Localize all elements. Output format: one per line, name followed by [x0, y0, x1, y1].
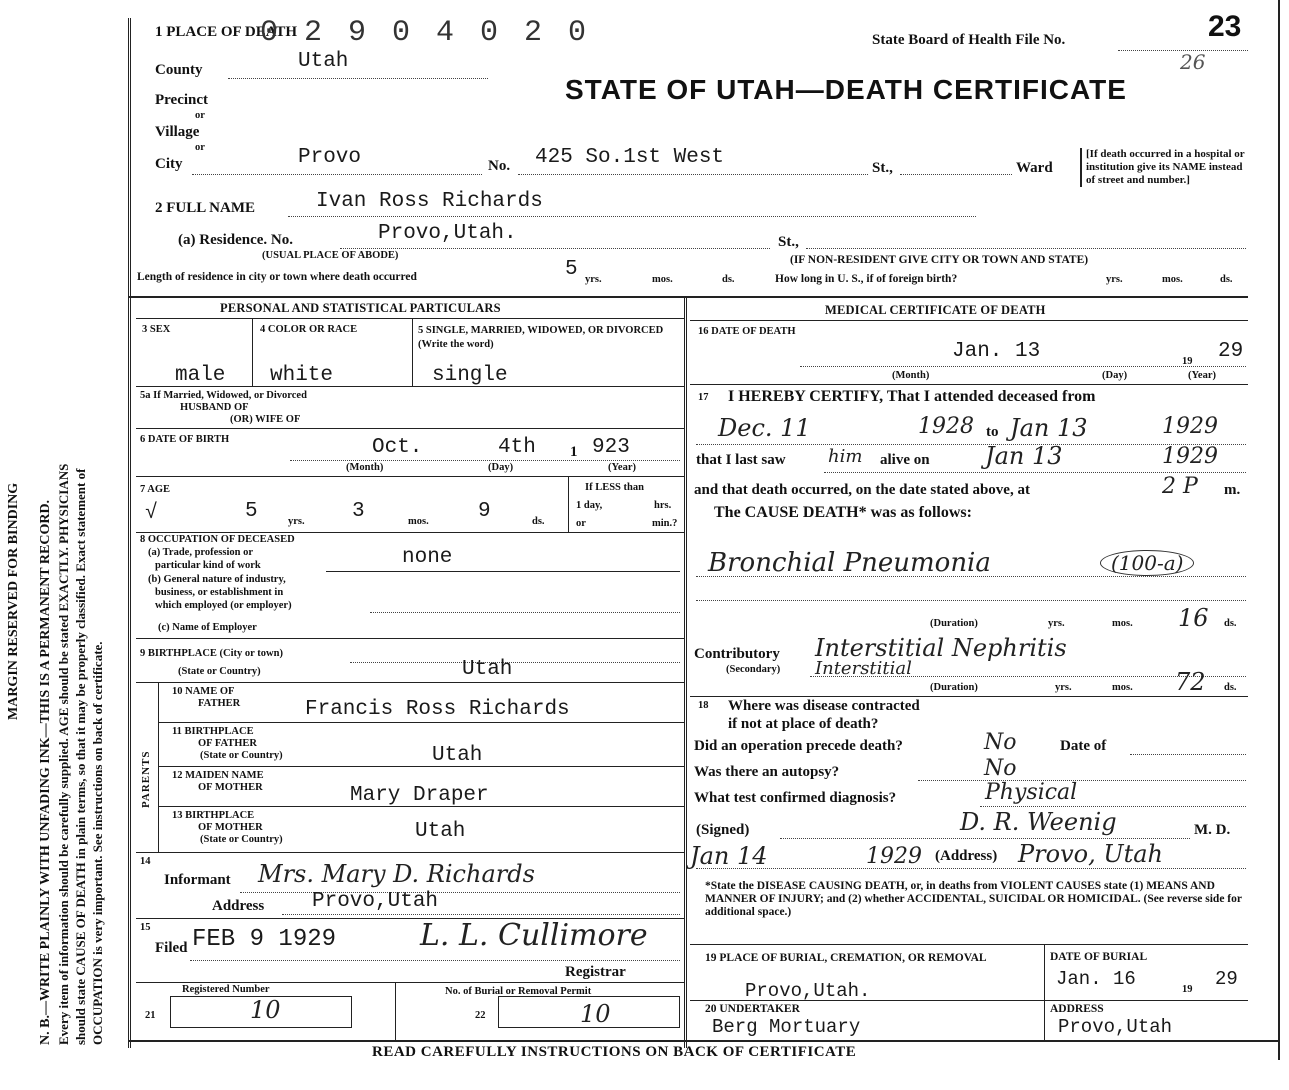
row-line-6 [136, 638, 684, 639]
full-name-value: Ivan Ross Richards [316, 190, 543, 213]
occupation-line [326, 571, 680, 572]
city-label: City [155, 156, 183, 172]
dob-day-caption: (Day) [488, 462, 514, 473]
residence-st-line [806, 248, 1246, 249]
age-label: 7 AGE [140, 484, 171, 495]
father-birthplace-label-2: OF FATHER [198, 738, 258, 749]
mother-label-1: 12 MAIDEN NAME [172, 770, 264, 781]
burial-place-value: Provo,Utah. [745, 980, 871, 1002]
occupation-c: (c) Name of Employer [158, 622, 257, 633]
row-line-11 [136, 852, 684, 853]
burial-permit-value: 10 [580, 1000, 611, 1028]
no-label: No. [488, 158, 511, 174]
cause-footnote: *State the DISEASE CAUSING DEATH, or, in deaths from VIOLENT CAUSES state (1) MEANS AND MANNER OF INJURY; and (2) whether ACCIDENTAL, SUICIDAL OR HOMICIDAL. (See reverse side for additional space.) [705, 880, 1242, 918]
med-row-line-3 [690, 696, 1248, 697]
margin-nb-line-4: OCCUPATION is very important. See instructions on back of certificate. [90, 641, 105, 1045]
row-line-1 [136, 318, 684, 319]
last-saw-label: that I last saw [696, 452, 786, 468]
hospital-note: [If death occurred in a hospital or institution give its NAME instead of street and number.] [1080, 148, 1254, 187]
physician-signature: D. R. Weenig [960, 808, 1117, 836]
dob-year: 923 [592, 436, 630, 459]
usual-abode-caption: (USUAL PLACE OF ABODE) [262, 250, 399, 261]
cause-value: Bronchial Pneumonia [708, 548, 991, 578]
length-residence-label: Length of residence in city or town where death occurred [137, 271, 417, 283]
informant-label: Informant [164, 872, 231, 888]
filed-line [190, 960, 680, 961]
father-label-1: 10 NAME OF [172, 686, 235, 697]
occupation-a2: particular kind of work [155, 560, 261, 571]
burial-date-value: Jan. 16 [1056, 968, 1136, 990]
burial-col-line [1044, 944, 1045, 1040]
attend-to-year: 1929 [1162, 414, 1218, 439]
cause-duration: 16 [1178, 604, 1209, 632]
less-than-label-3: or [576, 518, 586, 529]
contracted-label-1: Where was disease contracted [728, 698, 920, 714]
death-year: 29 [1218, 340, 1244, 363]
file-no-alt: 26 [1180, 50, 1206, 74]
foreign-mos-label: mos. [1162, 274, 1183, 285]
cause-line-2 [696, 600, 1246, 601]
color-value: white [270, 364, 334, 387]
ward-label: Ward [1016, 160, 1053, 176]
dob-month: Oct. [372, 436, 423, 459]
alive-on-label: alive on [880, 452, 930, 468]
burial-permit-label: No. of Burial or Removal Permit [445, 986, 592, 997]
cause-label: The CAUSE DEATH* was as follows: [714, 504, 972, 521]
item-17-number: 17 [698, 392, 709, 403]
st-label: St., [872, 160, 893, 176]
precinct-label: Precinct [155, 92, 209, 108]
informant-value: Mrs. Mary D. Richards [258, 860, 535, 888]
age-yrs-label: yrs. [288, 516, 305, 527]
father-birthplace-label-3: (State or Country) [200, 750, 283, 761]
informant-address-value: Provo,Utah [312, 890, 439, 913]
village-label: Village [155, 124, 200, 140]
item-21-number: 21 [145, 1010, 156, 1021]
attend-from: Dec. 11 [718, 414, 811, 442]
contributory-duration-mos: mos. [1112, 682, 1133, 693]
autopsy-line [918, 780, 1246, 781]
item-15-number: 15 [140, 922, 151, 933]
county-line [228, 78, 488, 79]
certify-label: I HEREBY CERTIFY, That I attended deceased from [728, 388, 1096, 405]
cause-duration-yrs: yrs. [1048, 618, 1065, 629]
full-name-line [288, 216, 976, 217]
registrar-signature: L. L. Cullimore [420, 918, 648, 953]
row-line-8 [158, 722, 684, 723]
burial-year: 29 [1215, 968, 1238, 990]
file-no: 23 [1208, 10, 1242, 43]
row-line-7 [136, 682, 684, 683]
mother-label-2: OF MOTHER [198, 782, 263, 793]
length-mos-label: mos. [652, 274, 673, 285]
burial-place-label: 19 PLACE OF BURIAL, CREMATION, OR REMOVAL [705, 952, 987, 964]
filed-date: FEB 9 1929 [192, 926, 337, 953]
residence-line [340, 248, 770, 249]
age-mos-label: mos. [408, 516, 429, 527]
item-14-number: 14 [140, 856, 151, 867]
death-month-day: Jan. 13 [952, 340, 1041, 363]
last-saw-line [824, 472, 1246, 473]
row-line-3 [136, 428, 684, 429]
spouse-label-3: (OR) WIFE OF [230, 414, 301, 425]
nonresident-caption: (IF NON-RESIDENT GIVE CITY OR TOWN AND STATE) [790, 254, 1089, 266]
physician-address-line [696, 868, 1246, 869]
operation-date-label: Date of [1060, 738, 1107, 754]
occupation-a1: (a) Trade, profession or [148, 547, 253, 558]
dob-line [290, 460, 680, 461]
secondary-label: (Secondary) [726, 664, 781, 675]
section-divider [128, 296, 1248, 298]
cause-line-1 [696, 576, 1246, 577]
spouse-label-2: HUSBAND OF [180, 402, 249, 413]
contributory-duration-ds: ds. [1224, 682, 1237, 693]
col-line-registered [395, 982, 396, 1040]
occupation-b2: business, or establishment in [155, 587, 284, 598]
death-month-caption: (Month) [892, 370, 930, 381]
to-label: to [986, 424, 999, 440]
attend-from-year: 1928 [918, 414, 974, 439]
med-row-line-2 [690, 384, 1248, 385]
place-of-death-label: 1 PLACE OF DEATH [155, 24, 298, 40]
ward-line [900, 174, 1012, 175]
cause-duration-label: (Duration) [930, 618, 978, 629]
operation-label: Did an operation precede death? [694, 738, 903, 754]
undertaker-address-label: ADDRESS [1050, 1003, 1104, 1015]
age-yrs: 5 [245, 500, 258, 523]
residence-label: (a) Residence. No. [178, 232, 293, 248]
signed-date: Jan 14 [690, 842, 768, 870]
bottom-border [128, 1040, 1278, 1042]
row-line-4 [136, 476, 684, 477]
death-date-line [800, 366, 1246, 367]
margin-nb-line-1: N. B.—WRITE PLAINLY WITH UNFADING INK—THIS IS A PERMANENT RECORD. [38, 499, 53, 1045]
occupation-b1: (b) General nature of industry, [148, 574, 286, 585]
less-than-hrs: hrs. [654, 500, 672, 511]
cause-duration-mos: mos. [1112, 618, 1133, 629]
file-no-label: State Board of Health File No. [872, 32, 1066, 48]
test-label: What test confirmed diagnosis? [694, 790, 897, 806]
test-value: Physical [985, 780, 1078, 805]
row-line-13 [136, 982, 684, 983]
occupation-label: 8 OCCUPATION OF DECEASED [140, 534, 295, 545]
parents-label: PARENTS [140, 750, 152, 808]
occupation-value: none [402, 546, 453, 569]
mother-birthplace-value: Utah [415, 820, 466, 843]
registered-number-label: Registered Number [182, 984, 270, 995]
certificate-title: STATE OF UTAH—DEATH CERTIFICATE [565, 74, 1127, 105]
sex-label: 3 SEX [142, 324, 171, 335]
cause-code: (100-a) [1100, 550, 1194, 576]
age-ds: 9 [478, 500, 491, 523]
contributory-duration-label: (Duration) [930, 682, 978, 693]
contributory-value: Interstitial Nephritis [815, 634, 1067, 662]
color-label: 4 COLOR OR RACE [260, 324, 358, 335]
marital-label: 5 SINGLE, MARRIED, WIDOWED, OR DIVORCED (Write the word) [418, 325, 664, 350]
occupation-b-line [370, 612, 680, 613]
age-check: √ [145, 502, 158, 525]
personal-header: PERSONAL AND STATISTICAL PARTICULARS [220, 301, 501, 315]
birthplace-label: 9 BIRTHPLACE (City or town) [140, 648, 283, 659]
dob-day: 4th [498, 436, 536, 459]
informant-address-line [282, 914, 680, 915]
death-day-caption: (Day) [1102, 370, 1128, 381]
item-22-number: 22 [475, 1010, 486, 1021]
birthplace-sub: (State or Country) [178, 666, 261, 677]
dob-year-prefix: 1 [570, 444, 578, 460]
med-row-line-5 [690, 1000, 1248, 1001]
age-mos: 3 [352, 500, 365, 523]
last-saw-him: him [828, 446, 863, 467]
row-line-5 [136, 532, 684, 533]
registered-number-value: 10 [250, 996, 281, 1024]
less-than-label-2: 1 day, [576, 500, 603, 511]
med-row-line-4 [690, 944, 1248, 945]
informant-address-label: Address [212, 898, 265, 914]
medical-header: MEDICAL CERTIFICATE OF DEATH [825, 303, 1046, 317]
age-ds-label: ds. [532, 516, 545, 527]
occupation-b3: which employed (or employer) [155, 600, 292, 611]
autopsy-value: No [984, 756, 1017, 781]
marital-value: single [432, 364, 508, 387]
mother-birthplace-label-2: OF MOTHER [198, 822, 263, 833]
father-value: Francis Ross Richards [305, 698, 570, 721]
foreign-label: How long in U. S., if of foreign birth? [775, 273, 958, 285]
mother-birthplace-label-1: 13 BIRTHPLACE [172, 810, 255, 821]
mother-value: Mary Draper [350, 784, 489, 807]
length-yrs-label: yrs. [585, 274, 602, 285]
last-saw-date: Jan 13 [985, 442, 1063, 470]
filed-label: Filed [155, 940, 188, 956]
left-border [128, 18, 131, 1048]
dob-month-caption: (Month) [346, 462, 384, 473]
test-line [980, 806, 1246, 807]
file-no-line [1118, 50, 1248, 51]
sex-value: male [175, 364, 226, 387]
county-value: Utah [298, 50, 349, 73]
death-time: 2 P [1162, 474, 1198, 499]
street-line [518, 174, 868, 175]
occurred-label: and that death occurred, on the date stated above, at [694, 482, 1030, 498]
spouse-label-1: 5a If Married, Widowed, or Divorced [140, 390, 307, 401]
margin-nb-line-2: Every item of information should be carefully supplied. AGE should be stated EXACTLY. PHYSICIANS [56, 463, 71, 1045]
contributory-duration: 72 [1175, 668, 1206, 696]
cause-duration-ds: ds. [1224, 618, 1237, 629]
right-border [1278, 0, 1280, 1060]
operation-date-line [1130, 754, 1246, 755]
undertaker-label: 20 UNDERTAKER [705, 1003, 800, 1015]
registrar-label: Registrar [565, 964, 626, 980]
row-line-10 [158, 806, 684, 807]
less-than-min: min.? [652, 518, 678, 529]
date-of-death-label: 16 DATE OF DEATH [698, 326, 796, 337]
street-value: 425 So.1st West [535, 146, 725, 169]
residence-st: St., [778, 234, 799, 250]
col-line-age [568, 476, 569, 532]
dob-label: 6 DATE OF BIRTH [140, 434, 230, 445]
col-line-sex [252, 318, 253, 386]
margin-nb-line-3: should state CAUSE OF DEATH in plain terms, so that it may be properly classified. Exact statement of [73, 468, 88, 1045]
informant-line [240, 892, 680, 893]
father-birthplace-value: Utah [432, 744, 483, 767]
residence-value: Provo,Utah. [378, 222, 517, 245]
or-2: or [195, 142, 205, 153]
md-label: M. D. [1194, 822, 1231, 838]
m-label: m. [1224, 482, 1241, 498]
length-residence-yrs: 5 [565, 258, 578, 281]
signed-label: (Signed) [696, 822, 750, 838]
autopsy-label: Was there an autopsy? [694, 764, 840, 780]
birthplace-value: Utah [462, 658, 513, 681]
dob-year-caption: (Year) [608, 462, 636, 473]
foreign-yrs-label: yrs. [1106, 274, 1123, 285]
med-row-line-1 [690, 320, 1248, 321]
center-divider [684, 298, 687, 1048]
burial-century: 19 [1182, 984, 1193, 995]
operation-value: No [984, 730, 1017, 755]
read-carefully-footer: READ CAREFULLY INSTRUCTIONS ON BACK OF CERTIFICATE [372, 1044, 857, 1060]
parents-col-line [158, 682, 159, 852]
item-18-number: 18 [698, 700, 709, 711]
stamp-number: 0 2 9 0 4 0 2 0 [260, 16, 591, 50]
attend-to: Jan 13 [1010, 414, 1088, 442]
signature-line [780, 838, 1190, 839]
row-line-9 [158, 766, 684, 767]
death-century: 19 [1182, 356, 1193, 367]
father-label-2: FATHER [198, 698, 241, 709]
contributory-label: Contributory [694, 646, 780, 662]
col-line-color [412, 318, 413, 386]
row-line-2 [136, 386, 684, 387]
or-1: or [195, 110, 205, 121]
undertaker-value: Berg Mortuary [712, 1016, 861, 1038]
physician-address-label: (Address) [935, 848, 998, 864]
city-line [192, 174, 482, 175]
county-label: County [155, 62, 203, 78]
mother-birthplace-label-3: (State or Country) [200, 834, 283, 845]
less-than-label-1: If LESS than [585, 482, 644, 493]
physician-address: Provo, Utah [1018, 840, 1163, 868]
death-year-caption: (Year) [1188, 370, 1216, 381]
burial-date-label: DATE OF BURIAL [1050, 951, 1148, 963]
contracted-label-2: if not at place of death? [728, 716, 879, 732]
birthplace-line [350, 662, 680, 663]
secondary-value: Interstitial [815, 658, 912, 679]
city-value: Provo [298, 146, 362, 169]
margin-binding-text: MARGIN RESERVED FOR BINDING [6, 482, 21, 720]
undertaker-address-value: Provo,Utah [1058, 1016, 1173, 1038]
last-saw-year: 1929 [1162, 444, 1218, 469]
length-ds-label: ds. [722, 274, 735, 285]
contributory-duration-yrs: yrs. [1055, 682, 1072, 693]
father-birthplace-label-1: 11 BIRTHPLACE [172, 726, 254, 737]
foreign-ds-label: ds. [1220, 274, 1233, 285]
signed-year: 1929 [866, 844, 922, 869]
full-name-label: 2 FULL NAME [155, 200, 256, 216]
